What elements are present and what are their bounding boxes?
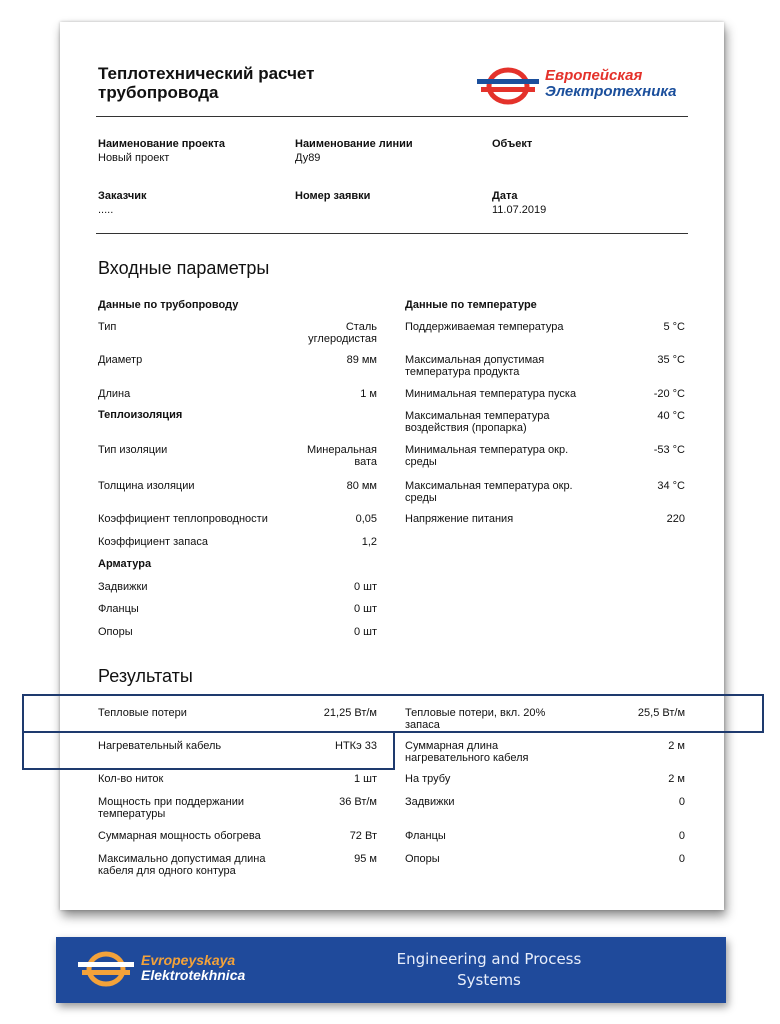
- pipe-diameter-label: Диаметр: [98, 354, 143, 366]
- max-exposure-temp-value: 40 °C: [657, 410, 685, 422]
- pipe-length-label: Длина: [98, 388, 131, 400]
- maintain-power-value: 36 Вт/м: [339, 796, 377, 808]
- pipe-diameter-value: 89 мм: [346, 354, 377, 366]
- max-exposure-temp-label: Максимальная температура воздействия (пропарка): [405, 410, 550, 434]
- logo-line-1: Европейская: [545, 67, 643, 84]
- heating-cable-label: Нагревательный кабель: [98, 740, 222, 752]
- fittings-valves-value: 0 шт: [353, 581, 377, 593]
- insulation-thickness-value: 80 мм: [346, 480, 377, 492]
- report-title: Теплотехнический расчет трубопровода: [98, 64, 315, 102]
- max-product-temp-label: Максимальная допустимая температура продукта: [405, 354, 545, 378]
- fittings-header: Арматура: [98, 558, 152, 570]
- results-flanges-value: 0: [678, 830, 685, 842]
- max-cable-length-label: Максимально допустимая длина кабеля для одного контура: [98, 853, 266, 877]
- threads-count-value: 1 шт: [353, 773, 377, 785]
- inputs-heading: Входные параметры: [98, 258, 270, 278]
- results-flanges-label: Фланцы: [405, 830, 446, 842]
- maintained-temp-label: Поддерживаемая температура: [405, 321, 564, 333]
- margin-factor-label: Коэффициент запаса: [98, 536, 208, 548]
- line-value: Ду89: [295, 152, 321, 164]
- insulation-header: Теплоизоляция: [98, 409, 183, 421]
- date-value: 11.07.2019: [492, 204, 547, 216]
- logo-line-2: Электротехника: [545, 83, 677, 100]
- results-supports-value: 0: [678, 853, 685, 865]
- min-start-temp-label: Минимальная температура пуска: [405, 388, 577, 400]
- customer-label: Заказчик: [98, 190, 147, 202]
- footer-logo-text: [141, 953, 245, 983]
- order-label: Номер заявки: [295, 190, 371, 202]
- results-valves-value: 0: [678, 796, 685, 808]
- company-logo: [475, 64, 690, 108]
- logo-text: [545, 68, 677, 100]
- insulation-type-label: Тип изоляции: [98, 444, 168, 456]
- report-page: [60, 22, 724, 910]
- footer-logo-emblem-icon: [76, 947, 136, 991]
- footer-banner: [56, 937, 726, 1003]
- max-cable-length-value: 95 м: [354, 853, 377, 865]
- pipe-type-label: Тип: [98, 321, 117, 333]
- conductivity-label: Коэффициент теплопроводности: [98, 513, 268, 525]
- heat-loss-margin-value: 25,5 Вт/м: [637, 707, 685, 719]
- min-env-temp-label: Минимальная температура окр. среды: [405, 444, 569, 468]
- threads-count-label: Кол-во ниток: [98, 773, 164, 785]
- min-env-temp-value: -53 °C: [653, 444, 685, 456]
- conductivity-value: 0,05: [355, 513, 377, 525]
- results-heading: Результаты: [98, 666, 193, 686]
- date-label: Дата: [492, 190, 518, 202]
- max-env-temp-label: Максимальная температура окр. среды: [405, 480, 573, 504]
- maintain-power-label: Мощность при поддержании температуры: [98, 796, 244, 820]
- footer-logo-line-1: Evropeyskaya: [141, 952, 236, 968]
- fittings-supports-value: 0 шт: [353, 626, 377, 638]
- fittings-flanges-label: Фланцы: [98, 603, 139, 615]
- margin-factor-value: 1,2: [361, 536, 377, 548]
- heat-loss-margin-label: Тепловые потери, вкл. 20% запаса: [405, 707, 546, 731]
- total-cable-length-value: 2 м: [668, 740, 685, 752]
- voltage-value: 220: [666, 513, 685, 525]
- object-label: Объект: [492, 138, 533, 150]
- temperature-header: Данные по температуре: [405, 299, 537, 311]
- pipe-length-value: 1 м: [360, 388, 377, 400]
- insulation-type-value: Минеральная вата: [306, 444, 377, 468]
- heat-loss-value: 21,25 Вт/м: [323, 707, 377, 719]
- per-pipe-label: На трубу: [405, 773, 451, 785]
- project-label: Наименование проекта: [98, 138, 225, 150]
- footer-logo-line-2: Elektrotekhnica: [141, 967, 246, 983]
- pipe-type-value: Сталь углеродистая: [308, 321, 377, 345]
- total-power-label: Суммарная мощность обогрева: [98, 830, 261, 842]
- maintained-temp-value: 5 °C: [663, 321, 685, 333]
- min-start-temp-value: -20 °C: [653, 388, 685, 400]
- insulation-thickness-label: Толщина изоляции: [98, 480, 195, 492]
- project-value: Новый проект: [98, 152, 170, 164]
- customer-value: .....: [98, 204, 114, 216]
- fittings-supports-label: Опоры: [98, 626, 133, 638]
- divider-meta: [96, 233, 688, 234]
- pipe-header: Данные по трубопроводу: [98, 299, 239, 311]
- highlight-heat-loss-row: [22, 694, 764, 733]
- fittings-flanges-value: 0 шт: [353, 603, 377, 615]
- per-pipe-value: 2 м: [668, 773, 685, 785]
- logo-emblem-icon: [475, 64, 541, 108]
- divider-top: [96, 116, 688, 117]
- voltage-label: Напряжение питания: [405, 513, 514, 525]
- total-power-value: 72 Вт: [349, 830, 377, 842]
- results-valves-label: Задвижки: [405, 796, 455, 808]
- line-label: Наименование линии: [295, 138, 413, 150]
- results-supports-label: Опоры: [405, 853, 440, 865]
- max-env-temp-value: 34 °C: [657, 480, 685, 492]
- heating-cable-value: НТКэ 33: [335, 740, 377, 752]
- highlight-heating-cable-row: [22, 731, 395, 770]
- fittings-valves-label: Задвижки: [98, 581, 148, 593]
- total-cable-length-label: Суммарная длина нагревательного кабеля: [405, 740, 529, 764]
- max-product-temp-value: 35 °C: [657, 354, 685, 366]
- footer-tagline: Engineering and Process Systems: [396, 950, 582, 989]
- heat-loss-label: Тепловые потери: [98, 707, 187, 719]
